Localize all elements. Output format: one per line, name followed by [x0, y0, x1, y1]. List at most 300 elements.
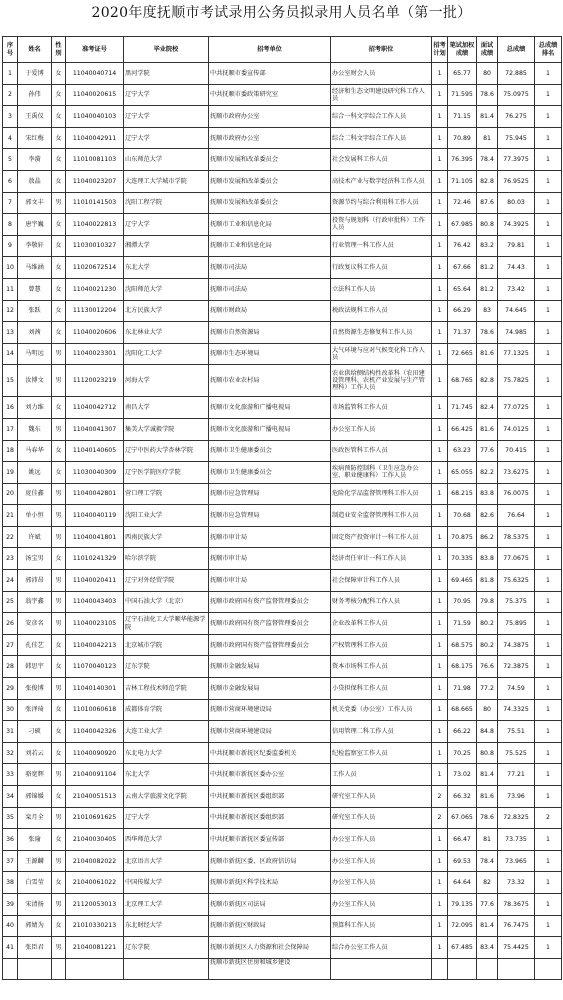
row-index: 2: [3, 84, 18, 106]
row-unit: 中共抚顺市新抚区纪委监委机关: [209, 742, 331, 764]
row-written-score: 68.765: [448, 365, 477, 397]
table-row: [3, 591, 562, 613]
row-cell: [66, 958, 124, 980]
row-plan: 1: [432, 483, 448, 505]
row-school: 大连工业大学: [124, 721, 209, 743]
row-plan: 1: [432, 937, 448, 959]
row-plan: 1: [432, 343, 448, 365]
row-gender: 男: [52, 570, 66, 592]
row-position: 税政法规科工作人员: [331, 300, 432, 322]
row-name: 白雪莹: [18, 872, 52, 894]
row-index: 32: [3, 742, 18, 764]
row-school: 东北大学: [124, 764, 209, 786]
row-name: 刁硕: [18, 721, 52, 743]
col-position: 招考职位: [331, 37, 432, 63]
row-exam-id: 11040041307: [66, 418, 124, 440]
row-written-score: 68.175: [448, 656, 477, 678]
row-position: 预算科工作人员: [331, 915, 432, 937]
row-name: 安彦名: [18, 613, 52, 635]
row-position: 行政复议科工作人员: [331, 257, 432, 279]
row-index: 11: [3, 278, 18, 300]
row-index: 9: [3, 235, 18, 257]
row-unit: 抚顺市政府国有资产监督管理委员会: [209, 613, 331, 635]
row-interview-score: 80.2: [477, 613, 498, 635]
row-gender: 女: [52, 235, 66, 257]
row-exam-id: 11010060618: [66, 699, 124, 721]
row-interview-score: 82.8: [477, 170, 498, 192]
row-written-score: 70.875: [448, 526, 477, 548]
row-cell: [52, 958, 66, 980]
row-gender: 女: [52, 915, 66, 937]
row-rank: 1: [535, 300, 562, 322]
row-rank: 1: [535, 63, 562, 85]
row-name: 姚远: [18, 462, 52, 484]
row-total-score: 78.3675: [498, 893, 535, 915]
row-unit: 抚顺市新抚区住房和城乡建设: [209, 958, 331, 980]
row-gender: 女: [52, 440, 66, 462]
row-unit: 抚顺市审计局: [209, 548, 331, 570]
row-rank: 1: [535, 937, 562, 959]
row-index: 13: [3, 322, 18, 344]
row-interview-score: 81.8: [477, 570, 498, 592]
row-interview-score: 81: [477, 829, 498, 851]
row-gender: 男: [52, 893, 66, 915]
row-interview-score: 81.6: [477, 343, 498, 365]
row-gender: 女: [52, 656, 66, 678]
row-interview-score: 82.2: [477, 462, 498, 484]
row-position: 资本市场科工作人员: [331, 656, 432, 678]
row-index: 19: [3, 462, 18, 484]
row-rank: 1: [535, 483, 562, 505]
row-written-score: 76.42: [448, 235, 477, 257]
row-exam-id: 11030010327: [66, 235, 124, 257]
row-index: 26: [3, 613, 18, 635]
row-school: 成都体育学院: [124, 699, 209, 721]
row-interview-score: 81.4: [477, 915, 498, 937]
row-unit: 抚顺市文化旅游和广播电视局: [209, 397, 331, 419]
row-position: 疾病预防控制科（卫生应急办公室、职业健康科）工作人员: [331, 462, 432, 484]
row-index: 25: [3, 591, 18, 613]
row-written-score: 65.77: [448, 63, 477, 85]
row-exam-id: 11070040123: [66, 656, 124, 678]
row-name: 王源麟: [18, 850, 52, 872]
row-index: 10: [3, 257, 18, 279]
row-name: 汝博文: [18, 365, 52, 397]
row-school: 北京理工大学: [124, 893, 209, 915]
row-rank: 1: [535, 764, 562, 786]
row-total-score: 75.4425: [498, 937, 535, 959]
row-cell: [18, 958, 52, 980]
table-row: [3, 192, 562, 214]
table-row: [3, 656, 562, 678]
row-written-score: 72.665: [448, 343, 477, 365]
table-row: [3, 850, 562, 872]
row-total-score: 78.5375: [498, 526, 535, 548]
row-rank: 1: [535, 418, 562, 440]
row-position: 高技术产业与数字经济科工作人员: [331, 170, 432, 192]
row-index: 23: [3, 548, 18, 570]
row-index: 18: [3, 440, 18, 462]
row-name: 于爱博: [18, 63, 52, 85]
row-interview-score: 78.6: [477, 84, 498, 106]
row-rank: 1: [535, 343, 562, 365]
table-row: [3, 634, 562, 656]
row-plan: 2: [432, 807, 448, 829]
row-exam-id: 21040051513: [66, 786, 124, 808]
row-interview-score: 80: [477, 699, 498, 721]
row-index: 20: [3, 483, 18, 505]
row-rank: 1: [535, 850, 562, 872]
row-interview-score: 80.8: [477, 214, 498, 236]
row-exam-id: 11040040119: [66, 505, 124, 527]
row-school: 西南民族大学: [124, 526, 209, 548]
row-total-score: 80.03: [498, 192, 535, 214]
row-exam-id: 11040042911: [66, 127, 124, 149]
row-position: 信用管理二科工作人员: [331, 721, 432, 743]
row-plan: 2: [432, 786, 448, 808]
row-total-score: 76.7475: [498, 915, 535, 937]
row-name: 敖晶: [18, 170, 52, 192]
row-position: 财务考核分配科工作人员: [331, 591, 432, 613]
row-rank: 1: [535, 170, 562, 192]
row-cell: [432, 958, 448, 980]
row-index: 27: [3, 634, 18, 656]
row-school: 辽东学院: [124, 656, 209, 678]
row-position: 工作人员: [331, 764, 432, 786]
row-written-score: 76.395: [448, 149, 477, 171]
row-rank: 1: [535, 721, 562, 743]
row-name: 唐宇巍: [18, 214, 52, 236]
row-written-score: 68.215: [448, 483, 477, 505]
row-plan: 1: [432, 127, 448, 149]
table-row: [3, 63, 562, 85]
row-position: 办公室工作人员: [331, 893, 432, 915]
row-name: 张瑜: [18, 829, 52, 851]
row-exam-id: 21040061022: [66, 872, 124, 894]
row-unit: 抚顺市新抚区科学技术局: [209, 872, 331, 894]
row-index: 28: [3, 656, 18, 678]
row-interview-score: 78.6: [477, 322, 498, 344]
row-position: 经济责任审计一科工作人员: [331, 548, 432, 570]
row-exam-id: 11040040714: [66, 63, 124, 85]
table-row: [3, 678, 562, 700]
table-row: [3, 462, 562, 484]
row-written-score: 66.29: [448, 300, 477, 322]
row-interview-score: 81.2: [477, 278, 498, 300]
table-row: [3, 505, 562, 527]
row-rank: 1: [535, 192, 562, 214]
row-exam-id: 11040042326: [66, 721, 124, 743]
row-unit: 抚顺市发展和改革委员会: [209, 170, 331, 192]
row-position: 办公室工作人员: [331, 850, 432, 872]
row-gender: 女: [52, 278, 66, 300]
row-position: 办公室工作人员: [331, 829, 432, 851]
row-rank: 1: [535, 591, 562, 613]
row-total-score: 75.0975: [498, 84, 535, 106]
row-total-score: 72.885: [498, 63, 535, 85]
table-row: [3, 829, 562, 851]
row-plan: 1: [432, 440, 448, 462]
row-written-score: 70.89: [448, 127, 477, 149]
row-interview-score: 83.4: [477, 937, 498, 959]
row-index: 14: [3, 343, 18, 365]
row-plan: 1: [432, 742, 448, 764]
row-rank: 1: [535, 440, 562, 462]
row-gender: 男: [52, 591, 66, 613]
row-total-score: 77.21: [498, 764, 535, 786]
row-unit: 抚顺市发展和改革委员会: [209, 192, 331, 214]
table-row: [3, 365, 562, 397]
table-row-partial: [3, 958, 562, 980]
row-position: 投资与规划科（行政审批科）工作人员: [331, 214, 432, 236]
row-unit: 抚顺市卫生健康委员会: [209, 440, 331, 462]
row-rank: 1: [535, 548, 562, 570]
row-gender: 女: [52, 149, 66, 171]
row-index: 37: [3, 850, 18, 872]
row-exam-id: 11040020606: [66, 322, 124, 344]
row-name: 栾月全: [18, 807, 52, 829]
row-gender: 女: [52, 634, 66, 656]
row-exam-id: 21010691625: [66, 807, 124, 829]
row-unit: 抚顺市财政局: [209, 300, 331, 322]
row-written-score: 71.745: [448, 397, 477, 419]
row-position: 研究室工作人员: [331, 807, 432, 829]
table-row: [3, 807, 562, 829]
row-school: 沈阳化工大学: [124, 343, 209, 365]
col-school: 毕业院校: [124, 37, 209, 63]
row-school: 北方民族大学: [124, 300, 209, 322]
row-name: 宋红梅: [18, 127, 52, 149]
col-written-score: 笔试加权成绩: [448, 37, 477, 63]
table-row: [3, 397, 562, 419]
row-name: 郭沛昂: [18, 570, 52, 592]
row-name: 李敬轩: [18, 235, 52, 257]
row-unit: 抚顺市司法局: [209, 257, 331, 279]
table-row: [3, 570, 562, 592]
row-interview-score: 83.8: [477, 483, 498, 505]
row-unit: 抚顺市应急管理局: [209, 483, 331, 505]
row-total-score: 72.3875: [498, 656, 535, 678]
row-exam-id: 11040140301: [66, 678, 124, 700]
row-name: 刘若云: [18, 742, 52, 764]
row-plan: 1: [432, 84, 448, 106]
row-exam-id: 21120053013: [66, 893, 124, 915]
table-row: [3, 440, 562, 462]
row-written-score: 69.53: [448, 850, 477, 872]
row-rank: 1: [535, 397, 562, 419]
row-total-score: 74.3925: [498, 214, 535, 236]
row-school: 辽宁大学: [124, 127, 209, 149]
row-name: 刘力维: [18, 397, 52, 419]
row-plan: 1: [432, 570, 448, 592]
row-school: 辽宁石油化工大学顺华能源学院: [124, 613, 209, 635]
row-interview-score: 80: [477, 63, 498, 85]
row-total-score: 73.32: [498, 872, 535, 894]
row-total-score: 76.0075: [498, 483, 535, 505]
row-interview-score: 81.4: [477, 764, 498, 786]
row-unit: 抚顺市卫生健康委员会: [209, 462, 331, 484]
row-written-score: 72.46: [448, 192, 477, 214]
row-gender: 女: [52, 548, 66, 570]
row-unit: 抚顺市审计局: [209, 526, 331, 548]
table-row: [3, 214, 562, 236]
row-school: 沈阳工程学院: [124, 192, 209, 214]
row-unit: 抚顺市工业和信息化局: [209, 214, 331, 236]
row-plan: 1: [432, 721, 448, 743]
row-unit: 抚顺市应急管理局: [209, 505, 331, 527]
row-name: 许斌: [18, 526, 52, 548]
row-name: 马维涵: [18, 257, 52, 279]
row-position: 办公室财会人员: [331, 63, 432, 85]
row-unit: 抚顺市政府国有资产监督管理委员会: [209, 634, 331, 656]
row-plan: 1: [432, 505, 448, 527]
row-name: 马明远: [18, 343, 52, 365]
row-total-score: 75.945: [498, 127, 535, 149]
row-plan: 1: [432, 170, 448, 192]
table-header: [3, 37, 562, 63]
row-rank: 1: [535, 786, 562, 808]
row-position: 自然资源生态修复科工作人员: [331, 322, 432, 344]
row-cell: [477, 958, 498, 980]
row-plan: 1: [432, 850, 448, 872]
row-plan: 1: [432, 235, 448, 257]
row-position: 医政医管科工作人员: [331, 440, 432, 462]
row-position: 资源节约与综合利用科工作人员: [331, 192, 432, 214]
row-exam-id: 11040023105: [66, 613, 124, 635]
row-gender: 男: [52, 678, 66, 700]
row-interview-score: 77.6: [477, 440, 498, 462]
row-interview-score: 80.8: [477, 742, 498, 764]
row-interview-score: 81.6: [477, 418, 498, 440]
row-interview-score: 78.4: [477, 149, 498, 171]
row-exam-id: 11040023301: [66, 343, 124, 365]
row-gender: 女: [52, 300, 66, 322]
row-index: 29: [3, 678, 18, 700]
row-school: 东北财经大学: [124, 915, 209, 937]
row-name: 刘茜: [18, 322, 52, 344]
row-plan: 1: [432, 365, 448, 397]
row-rank: 1: [535, 214, 562, 236]
table-row: [3, 483, 562, 505]
row-gender: 男: [52, 526, 66, 548]
row-unit: 抚顺市新抚区财政局: [209, 915, 331, 937]
row-position: 企业改革科工作人员: [331, 613, 432, 635]
row-written-score: 64.64: [448, 872, 477, 894]
row-plan: 1: [432, 915, 448, 937]
table-row: [3, 322, 562, 344]
row-name: 王禹仪: [18, 106, 52, 128]
row-position: 经济和生态文明建设研究科工作人员: [331, 84, 432, 106]
row-gender: 女: [52, 699, 66, 721]
row-plan: 1: [432, 63, 448, 85]
row-school: 辽宁对外经贸学院: [124, 570, 209, 592]
row-rank: 1: [535, 257, 562, 279]
row-name: 郭文丰: [18, 192, 52, 214]
row-unit: 抚顺市审计局: [209, 570, 331, 592]
table-row: [3, 937, 562, 959]
table-row: [3, 872, 562, 894]
row-school: 吉林工程技术师范学院: [124, 678, 209, 700]
table-row: [3, 721, 562, 743]
row-plan: 1: [432, 257, 448, 279]
col-name: 姓名: [18, 37, 52, 63]
row-interview-score: 77.6: [477, 893, 498, 915]
row-total-score: 74.3325: [498, 699, 535, 721]
row-written-score: 65.055: [448, 462, 477, 484]
row-unit: 抚顺市生态环境局: [209, 343, 331, 365]
row-exam-id: 11040022813: [66, 214, 124, 236]
row-school: 辽宁大学: [124, 106, 209, 128]
row-index: 17: [3, 418, 18, 440]
row-written-score: 69.465: [448, 570, 477, 592]
row-plan: 1: [432, 192, 448, 214]
row-position: 固定资产投资审计一科工作人员: [331, 526, 432, 548]
row-position: 小贷担保科工作人员: [331, 678, 432, 700]
row-total-score: 77.1325: [498, 343, 535, 365]
row-exam-id: 11120023219: [66, 365, 124, 397]
row-school: 东北大学: [124, 257, 209, 279]
row-total-score: 74.0125: [498, 418, 535, 440]
row-unit: 抚顺市政府办公室: [209, 106, 331, 128]
row-index: 34: [3, 786, 18, 808]
row-rank: 1: [535, 505, 562, 527]
row-gender: 男: [52, 613, 66, 635]
row-cell: [124, 958, 209, 980]
row-written-score: 68.665: [448, 699, 477, 721]
row-index: 40: [3, 915, 18, 937]
row-unit: 抚顺市新抚区人力资源和社会保障局: [209, 937, 331, 959]
row-interview-score: 78.4: [477, 850, 498, 872]
row-exam-id: 11040020411: [66, 570, 124, 592]
row-total-score: 77.0725: [498, 397, 535, 419]
row-gender: 女: [52, 106, 66, 128]
row-gender: 男: [52, 483, 66, 505]
row-written-score: 70.25: [448, 742, 477, 764]
row-plan: 1: [432, 872, 448, 894]
row-rank: 1: [535, 84, 562, 106]
row-position: 市场监管科工作人员: [331, 397, 432, 419]
row-exam-id: 11010141503: [66, 192, 124, 214]
row-total-score: 70.415: [498, 440, 535, 462]
row-name: 马春华: [18, 440, 52, 462]
row-position: 综合一科文字综合工作人员: [331, 106, 432, 128]
row-plan: 1: [432, 591, 448, 613]
row-unit: 抚顺市金融发展局: [209, 656, 331, 678]
row-written-score: 70.335: [448, 548, 477, 570]
row-exam-id: 11130012204: [66, 300, 124, 322]
row-exam-id: 11020672514: [66, 257, 124, 279]
table-row: [3, 548, 562, 570]
row-cell: [498, 958, 535, 980]
row-plan: 1: [432, 764, 448, 786]
row-exam-id: 11040140605: [66, 440, 124, 462]
row-index: 33: [3, 764, 18, 786]
row-position: 制造业安全监督管理科工作人员: [331, 505, 432, 527]
row-unit: 抚顺市文化旅游和广播电视局: [209, 418, 331, 440]
row-total-score: 75.895: [498, 613, 535, 635]
row-written-score: 71.15: [448, 106, 477, 128]
row-unit: 抚顺市农业农村局: [209, 365, 331, 397]
row-name: 孙伟: [18, 84, 52, 106]
row-exam-id: 11040023207: [66, 170, 124, 192]
row-school: 湘潭大学: [124, 235, 209, 257]
row-rank: 1: [535, 278, 562, 300]
row-total-score: 73.96: [498, 786, 535, 808]
row-gender: 女: [52, 214, 66, 236]
col-plan: 招考计划: [432, 37, 448, 63]
row-interview-score: 81.4: [477, 106, 498, 128]
row-index: 16: [3, 397, 18, 419]
